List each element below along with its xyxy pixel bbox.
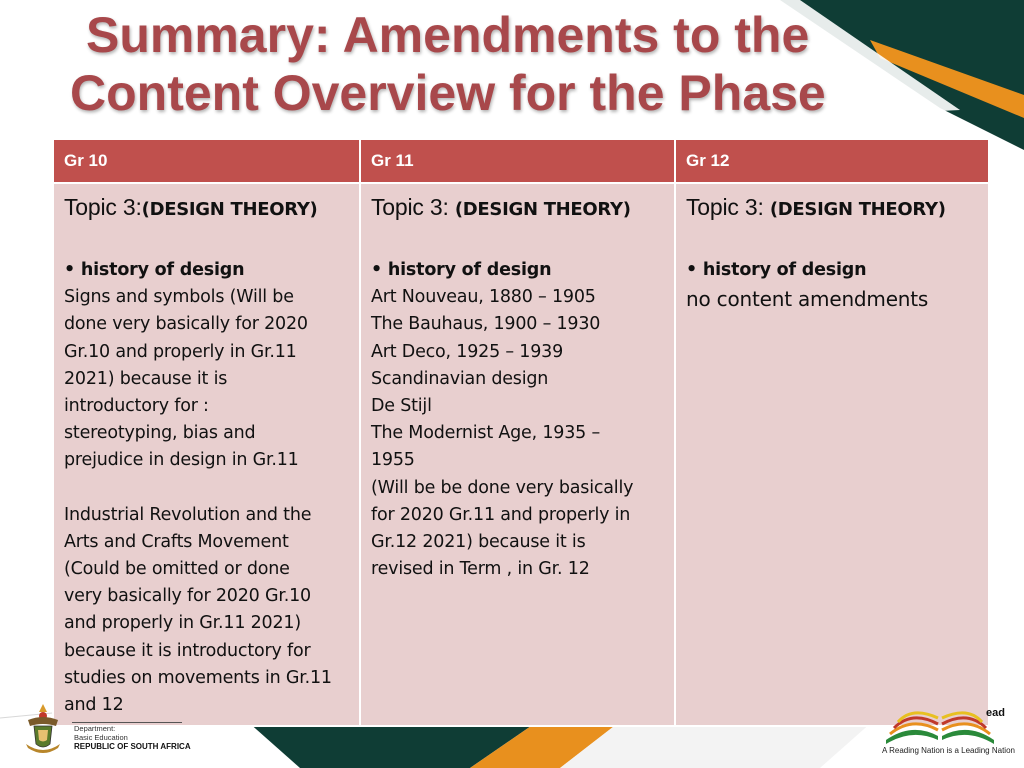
dept-line: Department: [74,724,116,733]
topic-paren: (DESIGN THEORY) [141,199,318,220]
text-line: very basically for 2020 Gr.10 [64,586,311,607]
bullet-heading: • history of design [64,260,245,280]
text-line: Arts and Crafts Movement [64,531,289,552]
tagline: A Reading Nation is a Leading Nation [882,746,1015,755]
dept-line: Basic Education [74,733,128,742]
cell-gr11 [360,183,675,726]
table-row [53,183,989,726]
bullet-heading: • history of design [686,260,867,280]
text-line: The Bauhaus, 1900 – 1930 [371,314,601,335]
text-line: De Stijl [371,396,432,417]
text-line: The Modernist Age, 1935 – [371,423,600,444]
text-line: (Will be be done very basically [371,477,634,498]
page-title [70,6,970,122]
text-line: Industrial Revolution and the [64,504,312,525]
text-line: and 12 [64,695,124,716]
text-line: (Could be omitted or done [64,559,290,580]
coat-of-arms-icon [20,700,66,760]
title-line-1: Summary: Amendments to the [86,7,810,63]
text-line: 2021) because it is [64,368,228,389]
text-line: prejudice in design in Gr.11 [64,450,299,471]
table-header-row [53,139,989,183]
cell-gr10 [53,183,360,726]
spacer [64,475,349,502]
text-line: Scandinavian design [371,368,549,389]
text-line: because it is introductory for [64,640,311,661]
text-line: Signs and symbols (Will be [64,287,294,308]
topic-label: Topic 3: [686,194,770,220]
topic-paren: (DESIGN THEORY) [769,199,946,220]
read-fragment: ead [986,707,1005,719]
text-line: Gr.10 and properly in Gr.11 [64,341,297,362]
text-line: and properly in Gr.11 2021) [64,613,301,634]
text-line: revised in Term , in Gr. 12 [371,559,590,580]
paragraph [371,284,664,583]
topic-heading [371,196,664,219]
topic-heading [686,196,978,219]
divider [72,722,182,723]
text-line: introductory for : [64,396,209,417]
text-line: for 2020 Gr.11 and properly in [371,504,631,525]
topic-heading [64,196,349,219]
department-label [74,724,191,751]
topic-paren: (DESIGN THEORY) [454,199,631,220]
header-gr12: Gr 12 [675,139,989,183]
text-line: 1955 [371,450,415,471]
header-gr10: Gr 10 [53,139,360,183]
paragraph [64,502,349,720]
topic-label: Topic 3: [371,194,455,220]
cell-gr12 [675,183,989,726]
paragraph [64,284,349,474]
text-line: stereotyping, bias and [64,423,256,444]
text-line: no content amendments [686,287,929,312]
text-line: studies on movements in Gr.11 [64,667,332,688]
header-gr11: Gr 11 [360,139,675,183]
bullet-heading: • history of design [371,260,552,280]
text-line: Art Deco, 1925 – 1939 [371,341,564,362]
text-line: Gr.12 2021) because it is [371,532,586,553]
text-line: Art Nouveau, 1880 – 1905 [371,287,596,308]
dept-country: REPUBLIC OF SOUTH AFRICA [74,742,191,751]
title-line-2: Content Overview for the Phase [70,65,826,121]
topic-label: Topic 3: [64,194,142,220]
content-table [52,138,990,727]
text-line: done very basically for 2020 [64,314,308,335]
